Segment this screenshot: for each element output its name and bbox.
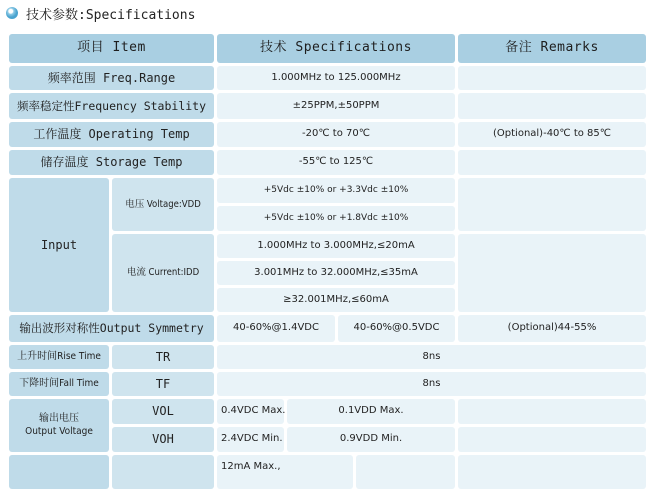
storage-temp-label: 储存温度 Storage Temp bbox=[9, 150, 214, 175]
freq-range-value: 1.000MHz to 125.000MHz bbox=[217, 66, 455, 90]
header-item: 项目 Item bbox=[9, 34, 214, 63]
freq-stability-value: ±25PPM,±50PPM bbox=[217, 93, 455, 119]
vol-value-a: 0.4VDC Max. bbox=[217, 399, 284, 424]
section-heading bbox=[6, 4, 195, 22]
rise-time-symbol: TR bbox=[112, 345, 214, 369]
partial-row-value-b bbox=[356, 455, 455, 489]
partial-row-value: 12mA Max., bbox=[217, 455, 353, 489]
voltage-value-1: +5Vdc ±10% or +3.3Vdc ±10% bbox=[217, 178, 455, 203]
partial-row-symbol bbox=[112, 455, 214, 489]
current-label: 电流 Current:IDD bbox=[112, 234, 214, 312]
current-value-2: 3.001MHz to 32.000MHz,≤35mA bbox=[217, 261, 455, 285]
storage-temp-remark bbox=[458, 150, 646, 175]
symmetry-label: 输出波形对称性Output Symmetry bbox=[9, 315, 214, 342]
rise-time-value: 8ns bbox=[217, 345, 646, 369]
header-spec: 技术 Specifications bbox=[217, 34, 455, 63]
input-label: Input bbox=[9, 178, 109, 312]
freq-stability-remark bbox=[458, 93, 646, 119]
bullet-icon bbox=[6, 7, 18, 19]
voltage-label: 电压 Voltage:VDD bbox=[112, 178, 214, 231]
current-value-3: ≥32.001MHz,≤60mA bbox=[217, 288, 455, 312]
partial-row-label bbox=[9, 455, 109, 489]
rise-time-label: 上升时间Rise Time bbox=[9, 345, 109, 369]
symmetry-value-b: 40-60%@0.5VDC bbox=[338, 315, 455, 342]
symmetry-remark: (Optional)44-55% bbox=[458, 315, 646, 342]
partial-row-remark bbox=[458, 455, 646, 489]
voh-remark bbox=[458, 427, 646, 452]
voltage-remark bbox=[458, 178, 646, 231]
voltage-value-2: +5Vdc ±10% or +1.8Vdc ±10% bbox=[217, 206, 455, 231]
voh-value-b: 0.9VDD Min. bbox=[287, 427, 455, 452]
vol-value-b: 0.1VDD Max. bbox=[287, 399, 455, 424]
current-value-1: 1.000MHz to 3.000MHz,≤20mA bbox=[217, 234, 455, 258]
output-voltage-label bbox=[9, 399, 109, 452]
output-voltage-label-en: Output Voltage bbox=[25, 425, 93, 437]
symmetry-value-a: 40-60%@1.4VDC bbox=[217, 315, 335, 342]
output-voltage-label-cn: 输出电压 bbox=[39, 413, 79, 424]
storage-temp-value: -55℃ to 125℃ bbox=[217, 150, 455, 175]
current-remark bbox=[458, 234, 646, 312]
header-remarks: 备注 Remarks bbox=[458, 34, 646, 63]
operating-temp-remark: (Optional)-40℃ to 85℃ bbox=[458, 122, 646, 147]
vol-remark bbox=[458, 399, 646, 424]
freq-range-remark bbox=[458, 66, 646, 90]
vol-symbol: VOL bbox=[112, 399, 214, 424]
fall-time-value: 8ns bbox=[217, 372, 646, 396]
voh-value-a: 2.4VDC Min. bbox=[217, 427, 284, 452]
operating-temp-value: -20℃ to 70℃ bbox=[217, 122, 455, 147]
operating-temp-label: 工作温度 Operating Temp bbox=[9, 122, 214, 147]
freq-stability-label: 频率稳定性Frequency Stability bbox=[9, 93, 214, 119]
section-heading-text: 技术参数:Specifications bbox=[26, 7, 196, 23]
freq-range-label: 频率范围 Freq.Range bbox=[9, 66, 214, 90]
fall-time-symbol: TF bbox=[112, 372, 214, 396]
voh-symbol: VOH bbox=[112, 427, 214, 452]
fall-time-label: 下降时间Fall Time bbox=[9, 372, 109, 396]
